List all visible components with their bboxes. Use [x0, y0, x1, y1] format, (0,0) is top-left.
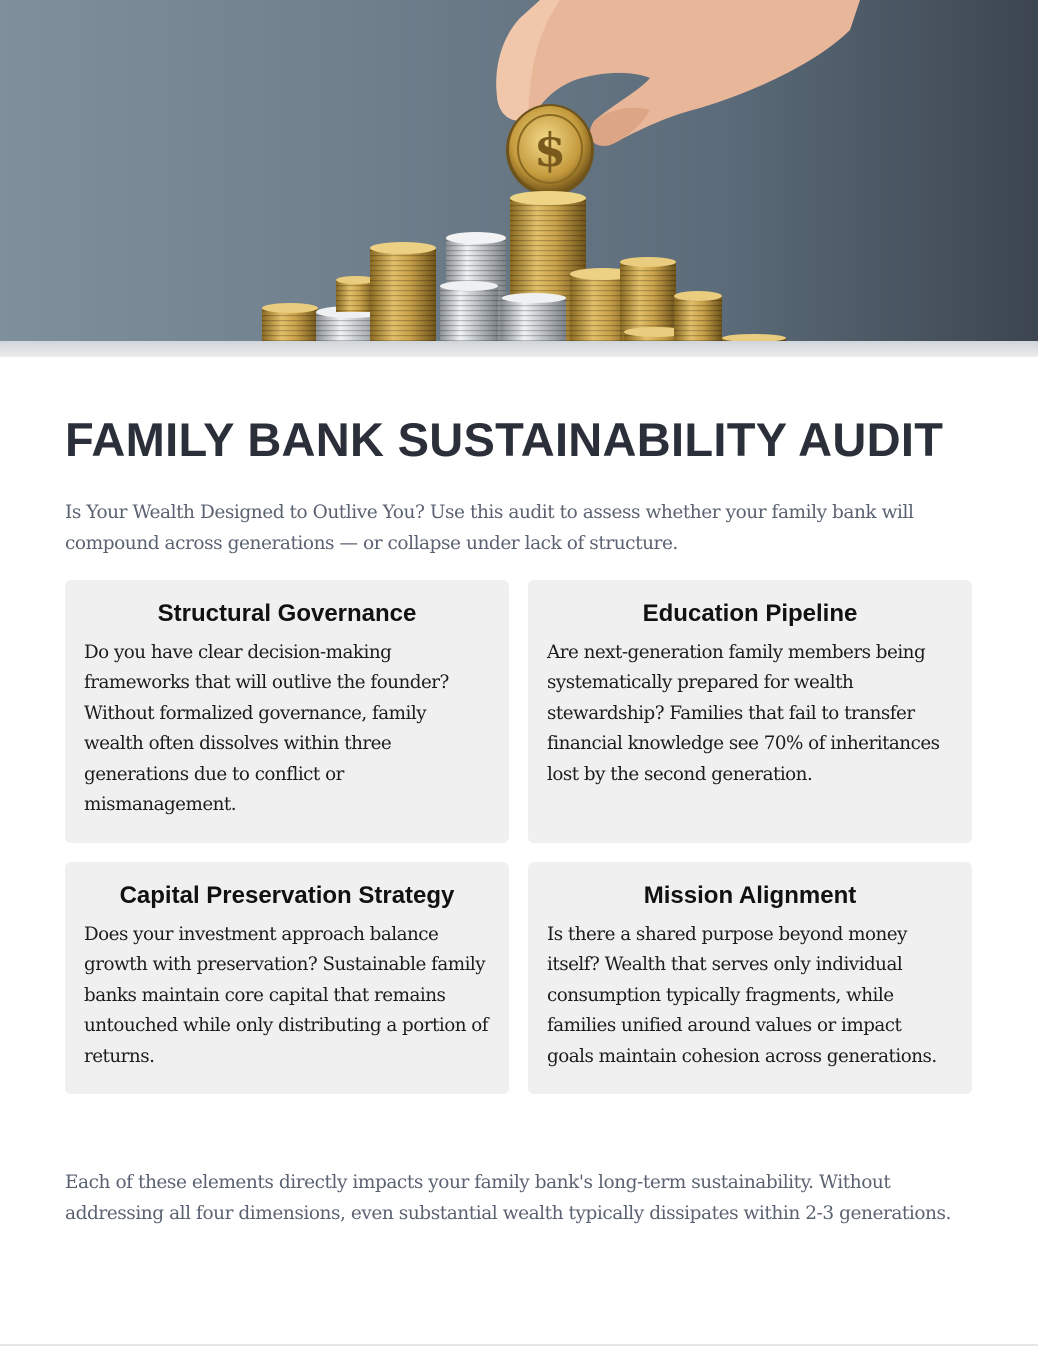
svg-text:$: $: [533, 123, 567, 177]
card-body: Do you have clear decision-making frameworks that will outlive the founder? Without formalized governance, family wealth often dissolves within three generations due to conflict or mismanagement.: [84, 642, 449, 816]
card-body: Does your investment approach balance growth with preservation? Sustainable family banks maintain core capital that remains untouched while only distributing a portion of returns.: [84, 924, 489, 1067]
intro-paragraph: Is Your Wealth Designed to Outlive You? Use this audit to assess whether your family bank will compound across generations — or collapse under lack of structure.: [65, 502, 914, 554]
dollar-coin-icon: [506, 104, 594, 196]
coin-stacks-illustration: [0, 0, 1038, 357]
page-title: FAMILY BANK SUSTAINABILITY AUDIT: [65, 413, 944, 466]
card-mission-alignment: [528, 862, 972, 1094]
card-title: Education Pipeline: [642, 600, 858, 627]
card-education-pipeline: [528, 580, 972, 843]
hero-image: [0, 0, 1038, 357]
card-title: Capital Preservation Strategy: [119, 882, 455, 909]
card-body: Is there a shared purpose beyond money itself? Wealth that serves only individual consumption typically fragments, while families unified around values or impact goals maintain cohesion across generations.: [547, 924, 937, 1067]
card-body: Are next-generation family members being systematically prepared for wealth stewardship? Families that fail to transfer financial knowledge see 70% of inheritances lost by the second generation.: [547, 642, 940, 785]
closing-paragraph: Each of these elements directly impacts your family bank's long-term sustainability. Without addressing all four dimensions, even substantial wealth typically dissipates within 2-3 generations.: [65, 1172, 951, 1224]
card-capital-preservation-strategy: [65, 862, 509, 1094]
hero-floor: [0, 341, 1038, 357]
card-structural-governance: [65, 580, 509, 843]
card-title: Mission Alignment: [643, 882, 857, 909]
card-title: Structural Governance: [157, 600, 417, 627]
coin-stacks: [262, 191, 786, 357]
